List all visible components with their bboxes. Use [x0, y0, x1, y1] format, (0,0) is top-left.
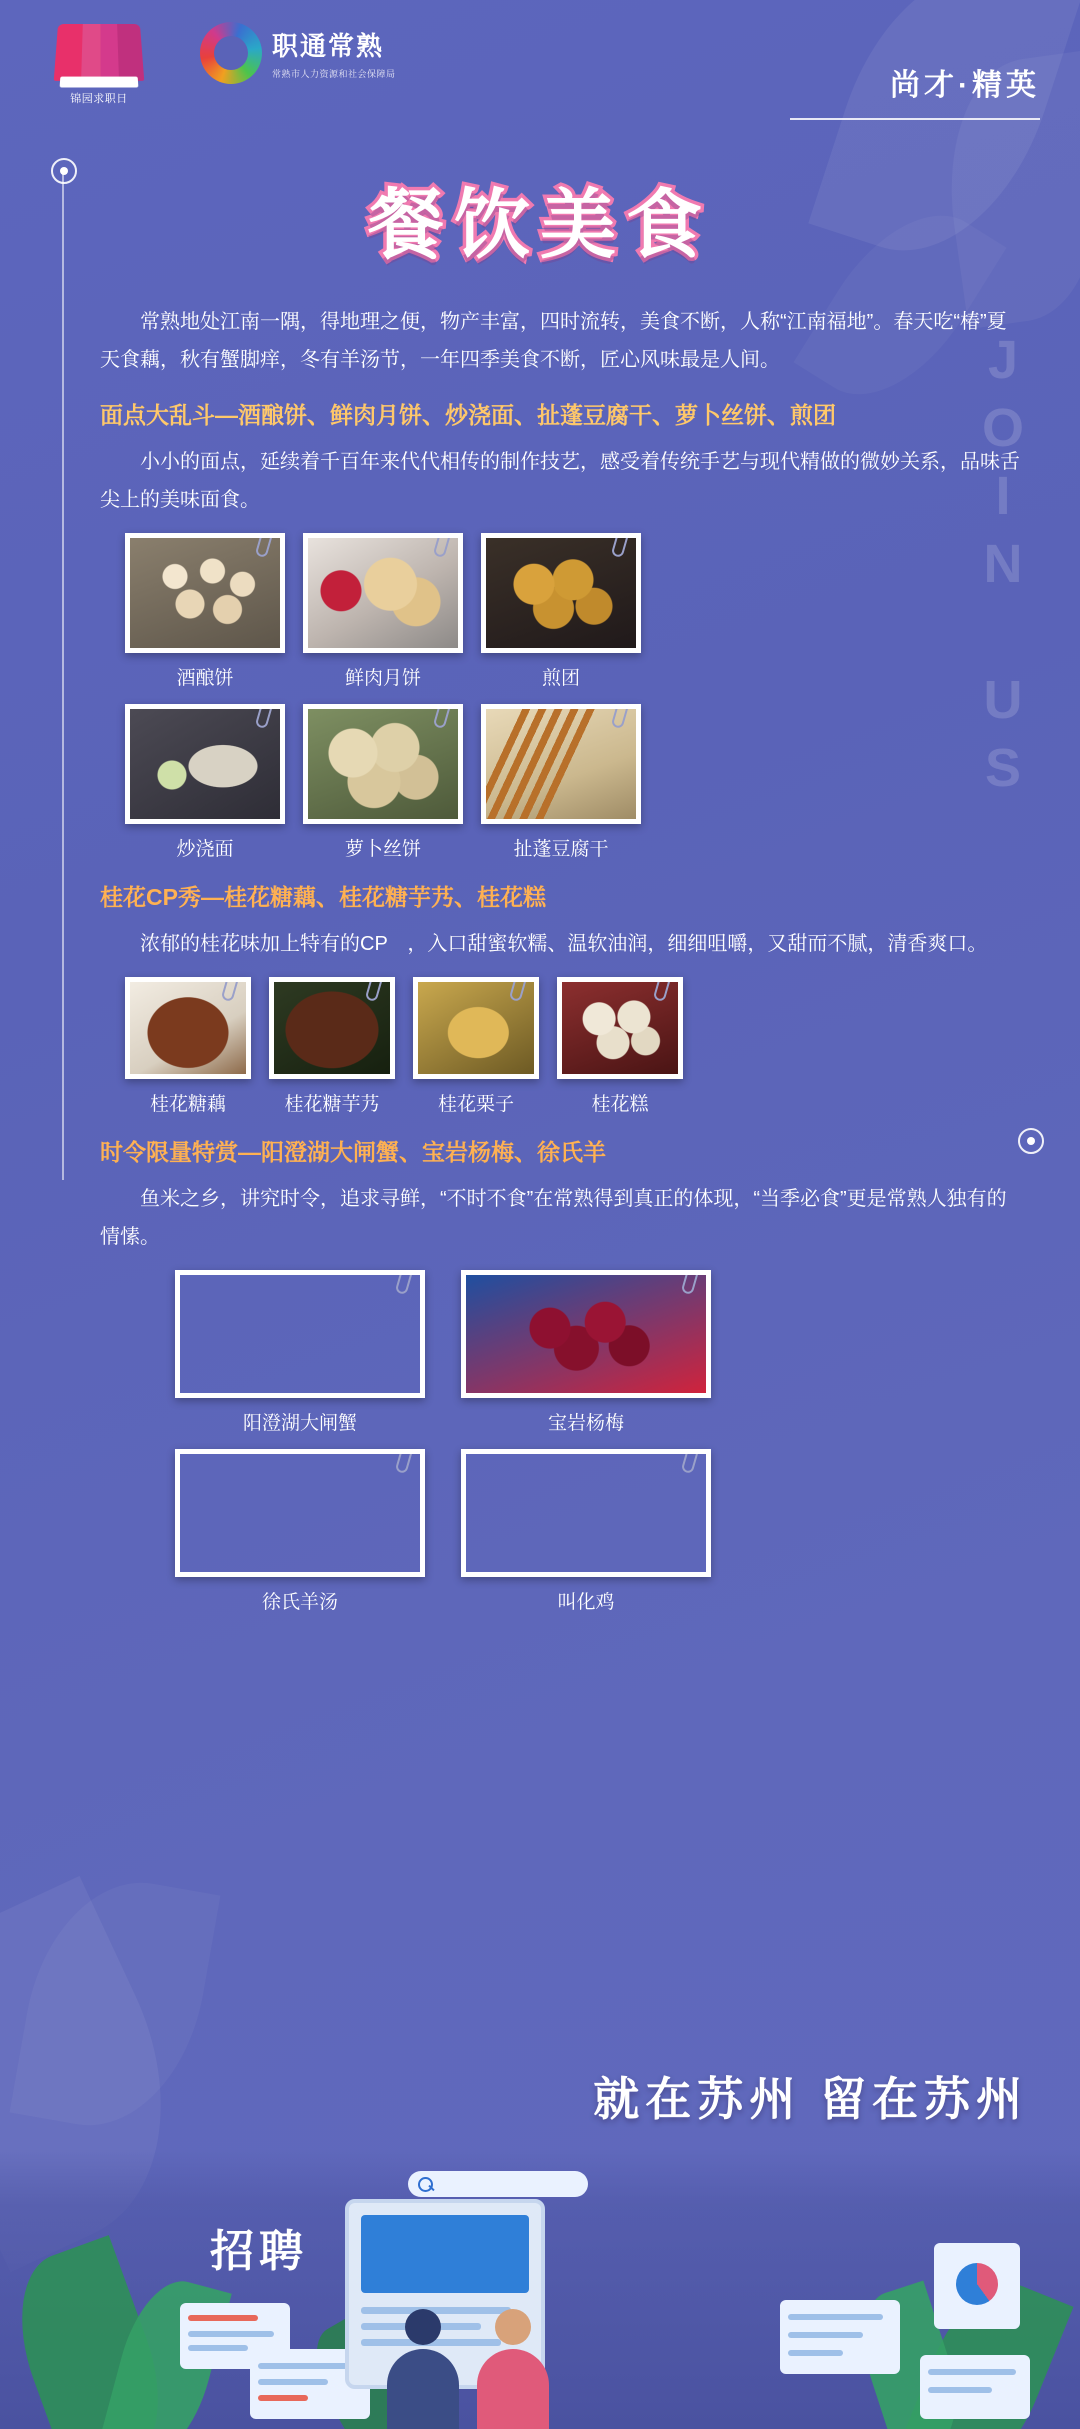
section-heading: 面点大乱斗—酒酿饼、鲜肉月饼、炒浇面、扯蓬豆腐干、萝卜丝饼、煎团 — [100, 402, 836, 428]
photo-caption: 酒酿饼 — [176, 668, 234, 689]
food-photo — [125, 704, 285, 824]
zhitong-changshu-logo — [200, 22, 396, 84]
poster-content — [0, 279, 1080, 1614]
photo-row — [175, 1270, 1020, 1435]
photo-caption: 鲜肉月饼 — [344, 668, 421, 689]
photo-caption: 徐氏羊汤 — [261, 1592, 338, 1613]
photo-cell — [481, 704, 641, 861]
join-us-watermark: JOIN US — [973, 330, 1033, 806]
photo-cell — [175, 1270, 425, 1435]
photo-row — [125, 704, 1020, 861]
photo-image — [466, 1275, 706, 1393]
bottom-illustration — [0, 2149, 1080, 2429]
photo-caption: 桂花糖藕 — [149, 1094, 226, 1115]
logo2-subtitle: 常熟市人力资源和社会保障局 — [272, 69, 396, 79]
header-divider — [790, 118, 1040, 120]
header-tagline-block — [790, 60, 1040, 120]
photo-caption: 桂花糖芋艿 — [284, 1094, 380, 1115]
photo-caption: 桂花糕 — [591, 1094, 649, 1115]
food-photo — [461, 1449, 711, 1577]
sections-container — [100, 395, 1020, 1614]
illustration-chart-card — [934, 2243, 1020, 2329]
bottom-slogan: 就在苏州 留在苏州 — [593, 2073, 1028, 2125]
photo-cell — [557, 977, 683, 1116]
photo-cell — [125, 533, 285, 690]
food-photo — [461, 1270, 711, 1398]
photo-cell — [175, 1449, 425, 1614]
photo-image — [180, 1275, 420, 1393]
photo-caption: 炒浇面 — [176, 839, 234, 860]
section-paragraph: 小小的面点，延续着千百年来代代相传的制作技艺，感受着传统手艺与现代精做的微妙关系，品味舌尖上的美味面食。 — [100, 451, 1020, 511]
book-icon — [54, 24, 145, 81]
photo-cell — [303, 704, 463, 861]
food-photo — [303, 704, 463, 824]
photo-caption: 扯蓬豆腐干 — [513, 839, 609, 860]
food-photo — [125, 977, 251, 1079]
food-photo — [125, 533, 285, 653]
photo-caption: 萝卜丝饼 — [344, 839, 421, 860]
illustration-person — [380, 2309, 466, 2429]
swirl-icon — [200, 22, 262, 84]
food-photo — [269, 977, 395, 1079]
logo2-title: 职通常熟 — [272, 31, 385, 61]
section-paragraph: 浓郁的桂花味加上特有的CP ，入口甜蜜软糯、温软油润，细细咀嚼，又甜而不腻，清香爽口。 — [140, 933, 988, 955]
illustration-search-bar — [408, 2171, 588, 2197]
food-photo — [481, 533, 641, 653]
food-photo — [557, 977, 683, 1079]
section-heading: 桂花CP秀—桂花糖藕、桂花糖芋艿、桂花糕 — [100, 884, 546, 910]
photo-caption: 宝岩杨梅 — [547, 1413, 624, 1434]
photo-image — [466, 1454, 706, 1572]
photo-cell — [125, 704, 285, 861]
photo-caption: 阳澄湖大闸蟹 — [242, 1413, 357, 1434]
food-photo — [175, 1449, 425, 1577]
decorative-leaf — [10, 1866, 221, 2142]
photo-cell — [461, 1270, 711, 1435]
header-tagline: 尚才·精英 — [890, 69, 1040, 102]
photo-caption: 桂花栗子 — [437, 1094, 514, 1115]
page-title: 餐饮美食 — [368, 180, 712, 269]
section-paragraph: 鱼米之乡，讲究时令，追求寻鲜，“不时不食”在常熟得到真正的体现，“当季必食”更是常熟人独有的情愫。 — [100, 1188, 1007, 1248]
section-heading: 时令限量特赏—阳澄湖大闸蟹、宝岩杨梅、徐氏羊 — [100, 1139, 606, 1165]
photo-row — [175, 1449, 1020, 1614]
intro-paragraph: 常熟地处江南一隅，得地理之便，物产丰富，四时流转，美食不断，人称“江南福地”。春天吃“椿”夏天食藕，秋有蟹脚痒，冬有羊汤节，一年四季美食不断，匠心风味最是人间。 — [100, 311, 1007, 371]
photo-cell — [461, 1449, 711, 1614]
photo-caption: 叫化鸡 — [557, 1592, 615, 1613]
photo-row — [125, 533, 1020, 690]
poster-header — [0, 0, 1080, 150]
recruit-label: 招聘 — [210, 2227, 308, 2276]
photo-cell — [269, 977, 395, 1116]
photo-cell — [125, 977, 251, 1116]
photo-row — [125, 977, 1020, 1116]
illustration-person — [470, 2309, 556, 2429]
photo-caption: 煎团 — [541, 668, 580, 689]
title-banner — [0, 158, 1080, 279]
food-photo — [413, 977, 539, 1079]
photo-cell — [413, 977, 539, 1116]
logo1-label: 锦园求职日 — [70, 93, 128, 105]
photo-cell — [303, 533, 463, 690]
food-photo — [481, 704, 641, 824]
campus-recruitment-logo — [34, 22, 164, 106]
photo-image — [180, 1454, 420, 1572]
photo-cell — [481, 533, 641, 690]
food-photo — [175, 1270, 425, 1398]
illustration-card — [920, 2355, 1030, 2419]
illustration-card — [780, 2300, 900, 2374]
food-photo — [303, 533, 463, 653]
